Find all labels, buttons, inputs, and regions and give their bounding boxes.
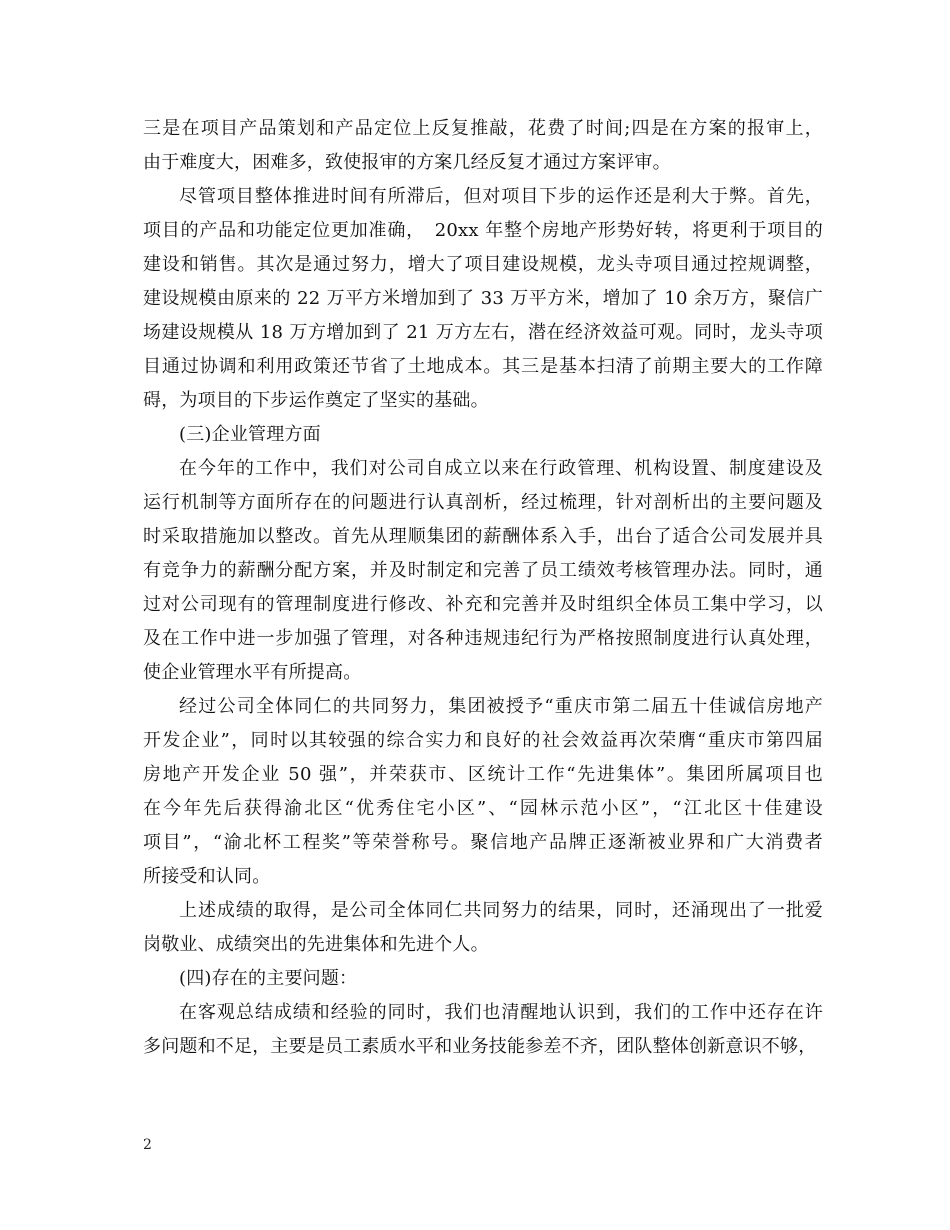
text-line: 运行机制等方面所存在的问题进行认真剖析，经过梳理，针对剖析出的主要问题及 (143, 492, 823, 513)
text-line: 多问题和不足，主要是员工素质水平和业务技能参差不齐，团队整体创新意识不够， (143, 1036, 817, 1057)
text-line: 岗敬业、成绩突出的先进集体和先进个人。 (143, 934, 489, 955)
text-line: 及在工作中进一步加强了管理，对各种违规违纪行为严格按照制度进行认真处理， (143, 628, 823, 649)
text-line: 三是在项目产品策划和产品定位上反复推敲，花费了时间;四是在方案的报审上， (143, 118, 823, 139)
text-line: 在今年先后获得渝北区“优秀住宅小区”、“园林示范小区”，“江北区十佳建设 (143, 798, 823, 819)
text-line: 场建设规模从 18 万方增加到了 21 万方左右，潜在经济效益可观。同时，龙头寺项 (143, 322, 823, 343)
text-line: 尽管项目整体推进时间有所滞后，但对项目下步的运作还是利大于弊。首先， (179, 186, 823, 207)
page-number: 2 (143, 1137, 152, 1153)
text-line: 经过公司全体同仁的共同努力，集团被授予“重庆市第二届五十佳诚信房地产 (179, 696, 823, 717)
text-line: 使企业管理水平有所提高。 (143, 662, 362, 683)
text-line: 项目的产品和功能定位更加准确， 20xx 年整个房地产形势好转，将更利于项目的 (143, 220, 823, 241)
text-line: 在客观总结成绩和经验的同时，我们也清醒地认识到，我们的工作中还存在许 (179, 1002, 823, 1023)
paragraph (143, 962, 823, 996)
paragraph (143, 112, 823, 180)
text-line: 建设和销售。其次是通过努力，增大了项目建设规模，龙头寺项目通过控规调整， (143, 254, 823, 275)
text-line: (三)企业管理方面 (179, 424, 321, 445)
text-line: 所接受和认同。 (143, 866, 271, 887)
text-line: 过对公司现有的管理制度进行修改、补充和完善并及时组织全体员工集中学习，以 (143, 594, 823, 615)
text-line: 在今年的工作中，我们对公司自成立以来在行政管理、机构设置、制度建设及 (179, 458, 823, 479)
paragraph (143, 452, 823, 690)
paragraph (143, 418, 823, 452)
text-line: 房地产开发企业 50 强”，并荣获市、区统计工作“先进集体”。集团所属项目也 (143, 764, 823, 785)
paragraph (143, 894, 823, 962)
text-line: 建设规模由原来的 22 万平方米增加到了 33 万平方米，增加了 10 余万方，聚信广 (143, 288, 823, 309)
text-line: 开发企业”，同时以其较强的综合实力和良好的社会效益再次荣膺“重庆市第四届 (143, 730, 823, 751)
text-line: 由于难度大，困难多，致使报审的方案几经反复才通过方案评审。 (143, 152, 671, 173)
text-line: 项目”，“渝北杯工程奖”等荣誉称号。聚信地产品牌正逐渐被业界和广大消费者 (143, 832, 823, 853)
document-body (143, 112, 823, 1064)
paragraph (143, 180, 823, 418)
paragraph (143, 996, 823, 1064)
text-line: 碍，为项目的下步运作奠定了坚实的基础。 (143, 390, 489, 411)
text-line: 上述成绩的取得，是公司全体同仁共同努力的结果，同时，还涌现出了一批爱 (179, 900, 823, 921)
text-line: 有竞争力的薪酬分配方案，并及时制定和完善了员工绩效考核管理办法。同时，通 (143, 560, 823, 581)
text-line: (四)存在的主要问题： (179, 968, 358, 989)
text-line: 目通过协调和利用政策还节省了土地成本。其三是基本扫清了前期主要大的工作障 (143, 356, 823, 377)
paragraph (143, 690, 823, 894)
text-line: 时采取措施加以整改。首先从理顺集团的薪酬体系入手，出台了适合公司发展并具 (143, 526, 823, 547)
